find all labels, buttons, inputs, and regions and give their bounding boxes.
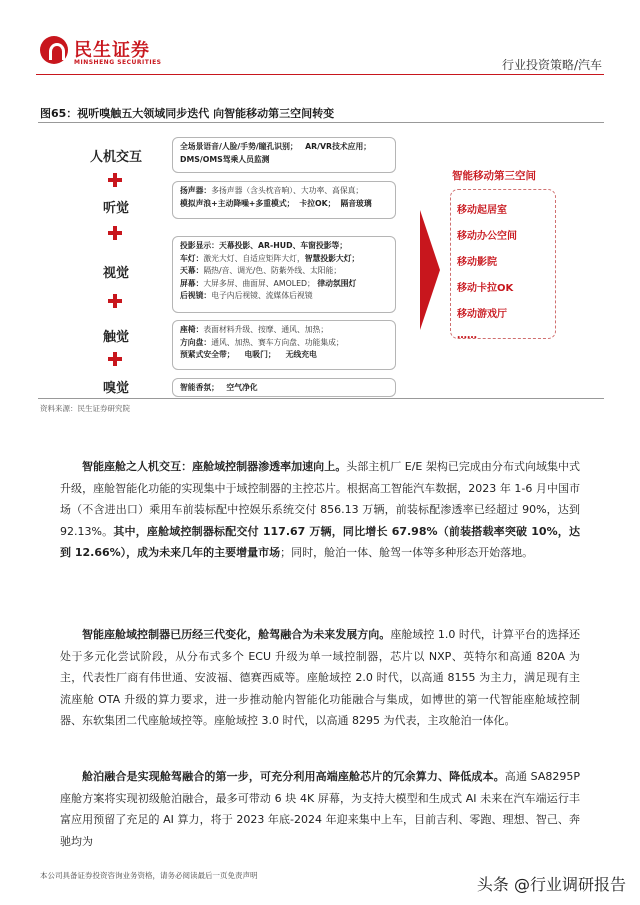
- third-space-panel: [450, 168, 550, 339]
- smell-feature-box: 智能香氛； 空气净化: [172, 378, 396, 397]
- hmi-feature-box: 全场景语音/人脸/手势/瞳孔识别； AR/VR技术应用； DMS/OMS驾乘人员监测: [172, 137, 396, 173]
- sense-label-audio: 听觉: [102, 201, 129, 216]
- paragraph-3: 舱泊融合是实现舱驾融合的第一步，可充分利用高端座舱芯片的冗余算力、降低成本。高通 SA8295P 座舱方案将实现初级舱泊融合，最多可带动 6 块 4K 屏幕，为支持大模型和生成式 AI 未来在汽车端运行丰富应用预留了充足的 AI 算力，将于 2023 年底-2024 年迎来集中上车，目前吉利、零跑、理想、智己、奔驰均为: [60, 770, 580, 848]
- plus-icon: [106, 350, 124, 368]
- list-item: 移动卡拉OK: [457, 283, 514, 294]
- toutiao-watermark: 头条 @行业调研报告: [476, 875, 626, 894]
- third-space-list: [450, 189, 556, 339]
- figure-source: 资料来源：民生证券研究院: [40, 404, 130, 413]
- logo-chinese-text: 民生证券: [74, 40, 150, 61]
- sense-label-touch: 触觉: [102, 330, 129, 345]
- list-item: 移动办公空间: [457, 231, 517, 242]
- page-header: [0, 0, 640, 80]
- logo-english-text: MINSHENG SECURITIES: [74, 59, 162, 66]
- plus-icon: [106, 171, 124, 189]
- source-divider: [38, 398, 604, 399]
- plus-icon: [106, 292, 124, 310]
- touch-feature-box: 座椅：表面材料升级、按摩、通风、加热； 方向盘：通风、加热、赛车方向盘、功能集成； 预紧式安全带； 电吸门； 无线充电: [172, 320, 396, 370]
- minsheng-logo-icon: [40, 36, 68, 64]
- sense-label-smell: 嗅觉: [102, 381, 129, 396]
- footer-disclaimer: 本公司具备证券投资咨询业务资格，请务必阅读最后一页免责声明: [40, 871, 258, 880]
- sense-label-visual: 视觉: [102, 266, 129, 281]
- list-item: 移动影院: [457, 257, 497, 268]
- visual-feature-box: 投影显示：天幕投影、AR-HUD、车窗投影等； 车灯：激光大灯、自适应矩阵大灯，智慧投影大灯； 天幕：隔热/音、调光/色、防紫外线、太阳能； 屏幕：大屏多屏、曲面屏、AMOLED； 律动氛围灯 后视镜：电子内后视镜、流媒体后视镜: [172, 236, 396, 313]
- header-divider: [36, 74, 604, 75]
- figure-title-divider: [38, 122, 604, 123]
- figure-title: 图65：视听嗅触五大领域同步迭代 向智能移动第三空间转变: [40, 107, 335, 120]
- list-item: 移动游戏厅: [457, 309, 507, 320]
- list-item: ……: [457, 330, 477, 341]
- sense-label-hmi: 人机交互: [89, 150, 142, 165]
- list-item: 移动起居室: [457, 205, 507, 216]
- right-arrow-icon: [418, 210, 442, 330]
- report-category: 行业投资策略/汽车: [501, 58, 602, 72]
- paragraph-1: 智能座舱之人机交互：座舱域控制器渗透率加速向上。头部主机厂 E/E 架构已完成由分布式向域集中式升级，座舱智能化功能的实现集中于域控制器的主控芯片。根据高工智能汽车数据，2023 年 1-6 月中国市场（不含进出口）乘用车前装标配中控娱乐系统交付 856.13 万辆，前装标配渗透率已经超过 90%，达到 92.13%。其中，座舱域控制器标配交付 117.67 万辆，同比增长 67.98%（前装搭载率突破 10%，达到 12.66%），成为未来几年的主要增量市场；同时，舱泊一体、舱驾一体等多种形态开始落地。: [60, 460, 580, 559]
- audio-feature-box: 扬声器：多扬声器（含头枕音响）、大功率、高保真； 模拟声浪+主动降噪+多重模式； 卡拉OK； 隔音玻璃: [172, 181, 396, 219]
- third-space-title: 智能移动第三空间: [452, 170, 536, 182]
- plus-icon: [106, 224, 124, 242]
- paragraph-2: 智能座舱域控制器已历经三代变化，舱驾融合为未来发展方向。座舱域控 1.0 时代，计算平台的选择还处于多元化尝试阶段，从分布式多个 ECU 升级为单一域控制器，芯片以 NXP、英特尔和高通 820A 为主，代表性厂商有伟世通、安波福、德赛西威等。座舱域控 2.0 时代，以高通 8155 为主力，满足现有主流座舱 OTA 升级的算力要求，进一步推动舱内智能化功能融合与集成，如博世的第一代智能座舱域控制器、东软集团二代座舱域控等。座舱域控 3.0 时代，以高通 8295 为代表，主攻舱泊一体化。: [60, 628, 580, 727]
